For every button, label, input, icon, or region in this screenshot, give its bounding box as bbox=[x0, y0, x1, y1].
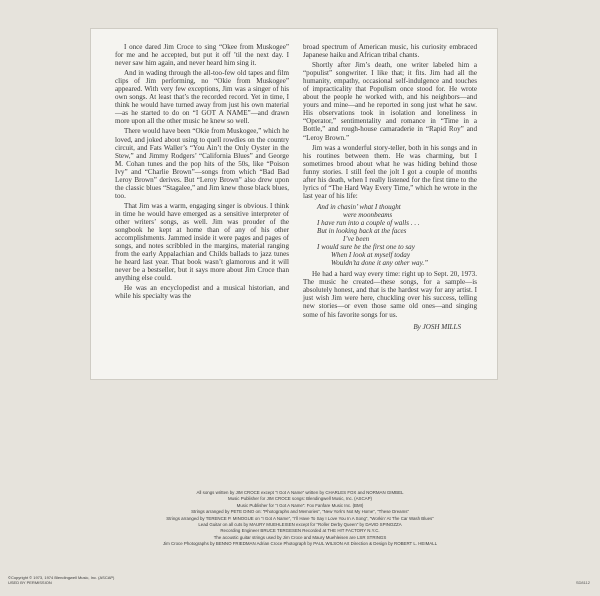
lyric-line: were moonbeams bbox=[343, 210, 393, 219]
lyric-line: Wouldn’ta done it any other way.” bbox=[331, 259, 429, 268]
credit-line: Strings arranged by TERENCE P. MINOGUE on “I Got A Name”, “I’ll Have To Say I Love You In A Song”, “Workin’ At The Car Wash Blues” bbox=[166, 515, 434, 521]
catalog-number: SD8112 bbox=[575, 580, 590, 585]
lyric-line: And in chasin’ what I thought bbox=[317, 202, 401, 211]
lyric-line: I have run into a couple of walls . . . bbox=[317, 218, 420, 227]
essay-paragraph: broad spectrum of American music, his curiosity embraced Japanese haiku and African tribal chants. bbox=[303, 43, 477, 60]
essay-right-column bbox=[303, 43, 477, 331]
copyright-notice bbox=[8, 575, 114, 585]
lyric-line: But in looking back at the faces bbox=[317, 227, 407, 236]
essay-paragraph: That Jim was a warm, engaging singer is obvious. I think in time he would have emerged as a sensitive interpreter of other writers’ songs, as well. Jim was prouder of the songbook he kept at home than of any of his other accomplishments. Jammed inside it were pages and pages of songs, and notes scribbled in the margins, material ranging from the early Appalachian and Childs ballads to jazz tunes he heard last year. That book wasn’t glamorous and it will never be a bestseller, but it says more about Jim Croce than anything else could. bbox=[115, 201, 289, 283]
lyric-line: I would sure be the first one to say bbox=[317, 243, 415, 252]
essay-paragraph: There would have been “Okie from Muskogee,” which he loved, and joked about using to quell rowdies on the country circuit, and Fats Waller’s “You Ain’t the Only Oyster in the Stew,” and Jimmy Rodgers’ “California Blues” and George M. Cohan tunes and the pop hits of the 50s, like “Poison Ivy” and “Charlie Brown”—songs from which “Bad Bad Leroy Brown” derives. But “Leroy Brown” also drew upon the classic blues “Stagalee,” and Jim knew those black blues, too. bbox=[115, 127, 289, 200]
credit-line: Recording Engineer BRUCE TERGESEN Recorded at THE HIT FACTORY N.Y.C. bbox=[220, 528, 380, 534]
essay-paragraph: Jim was a wonderful story-teller, both in his songs and in his routines between them. He was charming, but I sometimes brood about what he was hiding behind those funny stories. I still feel the jolt I got a couple of months after his death, when I really listened for the first time to the lyrics of “The Hard Way Every Time,” which he wrote in the last year of his life: bbox=[303, 143, 477, 200]
essay-paragraph: I once dared Jim Croce to sing “Okee from Muskogee” for me and he accepted, but put it off ’til the next day. I never saw him again, and never heard him sing it. bbox=[115, 43, 289, 68]
author-signature: By JOSH MILLS bbox=[413, 322, 461, 331]
lyrics-quote bbox=[317, 203, 477, 267]
liner-notes-panel bbox=[90, 28, 498, 380]
lyric-line: I’ve been bbox=[343, 235, 370, 244]
credit-line: Music Publisher for “I Got A Name”: Fox Fanfare Music Inc. (BMI) bbox=[236, 502, 364, 508]
credit-line: Strings arranged by PETE DINO on: “Photographs and Memories”, “New York’s Not My Home”, “These Dreams” bbox=[191, 509, 409, 515]
credit-line: Jim Croce Photographs by BENNO FRIEDMAN Adrian Croce Photograph by PAUL WILSON Art Direction & Design by ROBERT L. HEIMALL bbox=[162, 541, 438, 547]
credit-line: Music Publisher for JIM CROCE songs: Blendingwell Music, Inc. (ASCAP) bbox=[228, 496, 372, 502]
credit-line: All songs written by JIM CROCE except “I Got A Name” written by CHARLES FOX and NORMAN GIMBEL bbox=[196, 490, 404, 495]
album-credits bbox=[0, 490, 600, 548]
essay-left-column bbox=[115, 43, 289, 302]
copyright-line: ©Copyright © 1973, 1974 Blendingwell Music, Inc. (ASCAP) bbox=[8, 575, 115, 580]
essay-paragraph: Shortly after Jim’s death, one writer labeled him a “populist” songwriter. I like that; it fits. Jim had all the humanity, empathy, occasional self-indulgence and touches of impracticality that Populism once stood for. He wrote about the people he worked with, and his neighbors—and yours and mine—and he reported in song just what he saw. His observations took in isolation and loneliness in “Operator,” sentimentality and romance in “Time in a Bottle,” and rough-house camaraderie in “Rapid Roy” and “Leroy Brown.” bbox=[303, 61, 477, 142]
essay-paragraph: He had a hard way every time: right up to Sept. 20, 1973. The music he created—these songs, for a sample—is absolutely honest, and that is the hardest way for any artist. I just wish Jim were here, chuckling over his success, telling new stories—or even those same old ones—and singing some of his favorite songs for us. bbox=[303, 270, 477, 319]
lyric-line: When I look at myself today bbox=[331, 251, 410, 260]
copyright-line: USED BY PERMISSION bbox=[8, 580, 52, 585]
essay-paragraph: He was an encyclopedist and a musical historian, and while his specialty was the bbox=[115, 284, 289, 301]
essay-paragraph: And in wading through the all-too-few old tapes and film clips of Jim performing, no “Okie from Muskogee” appeared. With very few exceptions, Jim was a singer of his own songs. At least that’s the recorded record. Yet in time, I think he would have turned away from just his own material—as he started to do on “I GOT A NAME”—and drawn more upon all the other music he knew so well. bbox=[115, 69, 289, 126]
credit-line: The acoustic guitar strings used by Jim Croce and Maury Muehleisen are LSR STRINGS bbox=[213, 534, 387, 540]
credit-line: Lead Guitar on all cuts by MAURY MUEHLEISEN except for “Roller Derby Queen” by DAVID SPINOZZA bbox=[198, 522, 402, 528]
